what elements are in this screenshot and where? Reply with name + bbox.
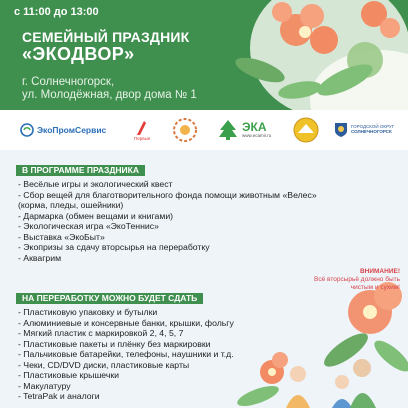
program-list [18, 179, 368, 263]
recycling-list [18, 307, 368, 402]
partner-eka-name: ЭКА [242, 120, 267, 134]
okrug-emblem-logo-icon [334, 122, 348, 138]
partner-ekopromservis-name: ЭкоПромСервис [37, 125, 107, 135]
event-address-city: г. Солнечногорск, [22, 76, 115, 88]
recycling-heading: НА ПЕРЕРАБОТКУ МОЖНО БУДЕТ СДАТЬ [16, 293, 203, 304]
partner-ekopromservis [20, 110, 106, 150]
program-item: - Дармарка (обмен вещами и книгами) [18, 210, 174, 221]
recycling-item: - Чеки, CD/DVD диски, пластиковые карты [18, 359, 190, 370]
program-heading: В ПРОГРАММЕ ПРАЗДНИКА [16, 165, 145, 176]
program-item: - Весёлые игры и экологический квест [18, 179, 173, 189]
partner-okrug-city: СОЛНЕЧНОГОРСК [351, 129, 392, 134]
partner-pervye-name: Первые [134, 135, 151, 141]
ornament-logo-icon [172, 117, 198, 143]
partner-okrug [334, 110, 394, 150]
event-header [0, 0, 408, 110]
recycling-item: - TetraPak и аналоги [18, 391, 100, 401]
recycling-item: - Пластиковую упаковку и бутылки [18, 307, 158, 317]
partner-eka [218, 110, 271, 150]
partners-strip [0, 110, 408, 150]
partner-yellow-badge [292, 110, 320, 150]
event-title-line1: СЕМЕЙНЫЙ ПРАЗДНИК [22, 29, 190, 45]
eka-tree-logo-icon [218, 119, 238, 141]
recycling-item: - Мягкий пластик с маркировкой 2, 4, 5, 7 [18, 328, 184, 338]
partner-eka-url: www.ecamir.ru [242, 133, 272, 138]
program-item: - Аквагрим [18, 252, 62, 263]
event-title-line2: «ЭКОДВОР» [22, 44, 135, 64]
recycling-item: - Алюминиевые и консервные банки, крышки, фольгу [18, 317, 234, 328]
warning-title: ВНИМАНИЕ! [359, 268, 400, 275]
program-item: - Сбор вещей для благотворительного фонда помощи животным «Велес» [18, 189, 317, 200]
pervye-logo-icon [134, 119, 150, 137]
partner-okrug-caption: ГОРОДСКОЙ ОКРУГ [351, 124, 395, 130]
program-item: - Выставка «ЭкоБыт» [18, 231, 105, 242]
recycling-item: - Макулатуру [18, 380, 71, 391]
info-panel [0, 150, 408, 408]
program-item: (корма, пледы, ошейники) [18, 200, 124, 210]
recycling-item: - Пластиковые крышечки [18, 370, 120, 380]
program-item: - Экопризы за сдачу вторсырья на переработку [18, 242, 210, 252]
program-item: - Экологическая игра «ЭкоТеннис» [18, 221, 159, 231]
warning-line2: чистым и сухим! [350, 284, 400, 292]
warning-line1: Всё вторсырьё должно быть [314, 276, 400, 284]
warning-note [270, 268, 400, 293]
event-time: с 11:00 до 13:00 [14, 6, 99, 18]
partner-ornament [172, 110, 198, 150]
yellow-badge-logo-icon [292, 116, 320, 144]
ekopromservis-logo-icon [20, 123, 34, 137]
partner-pervye [134, 110, 150, 150]
event-address-street: ул. Молодёжная, двор дома № 1 [22, 89, 197, 101]
recycling-item: - Пальчиковые батарейки, телефоны, наушники и т.д. [18, 349, 234, 359]
recycling-item: - Пластиковые пакеты и плёнку без маркировки [18, 338, 211, 349]
